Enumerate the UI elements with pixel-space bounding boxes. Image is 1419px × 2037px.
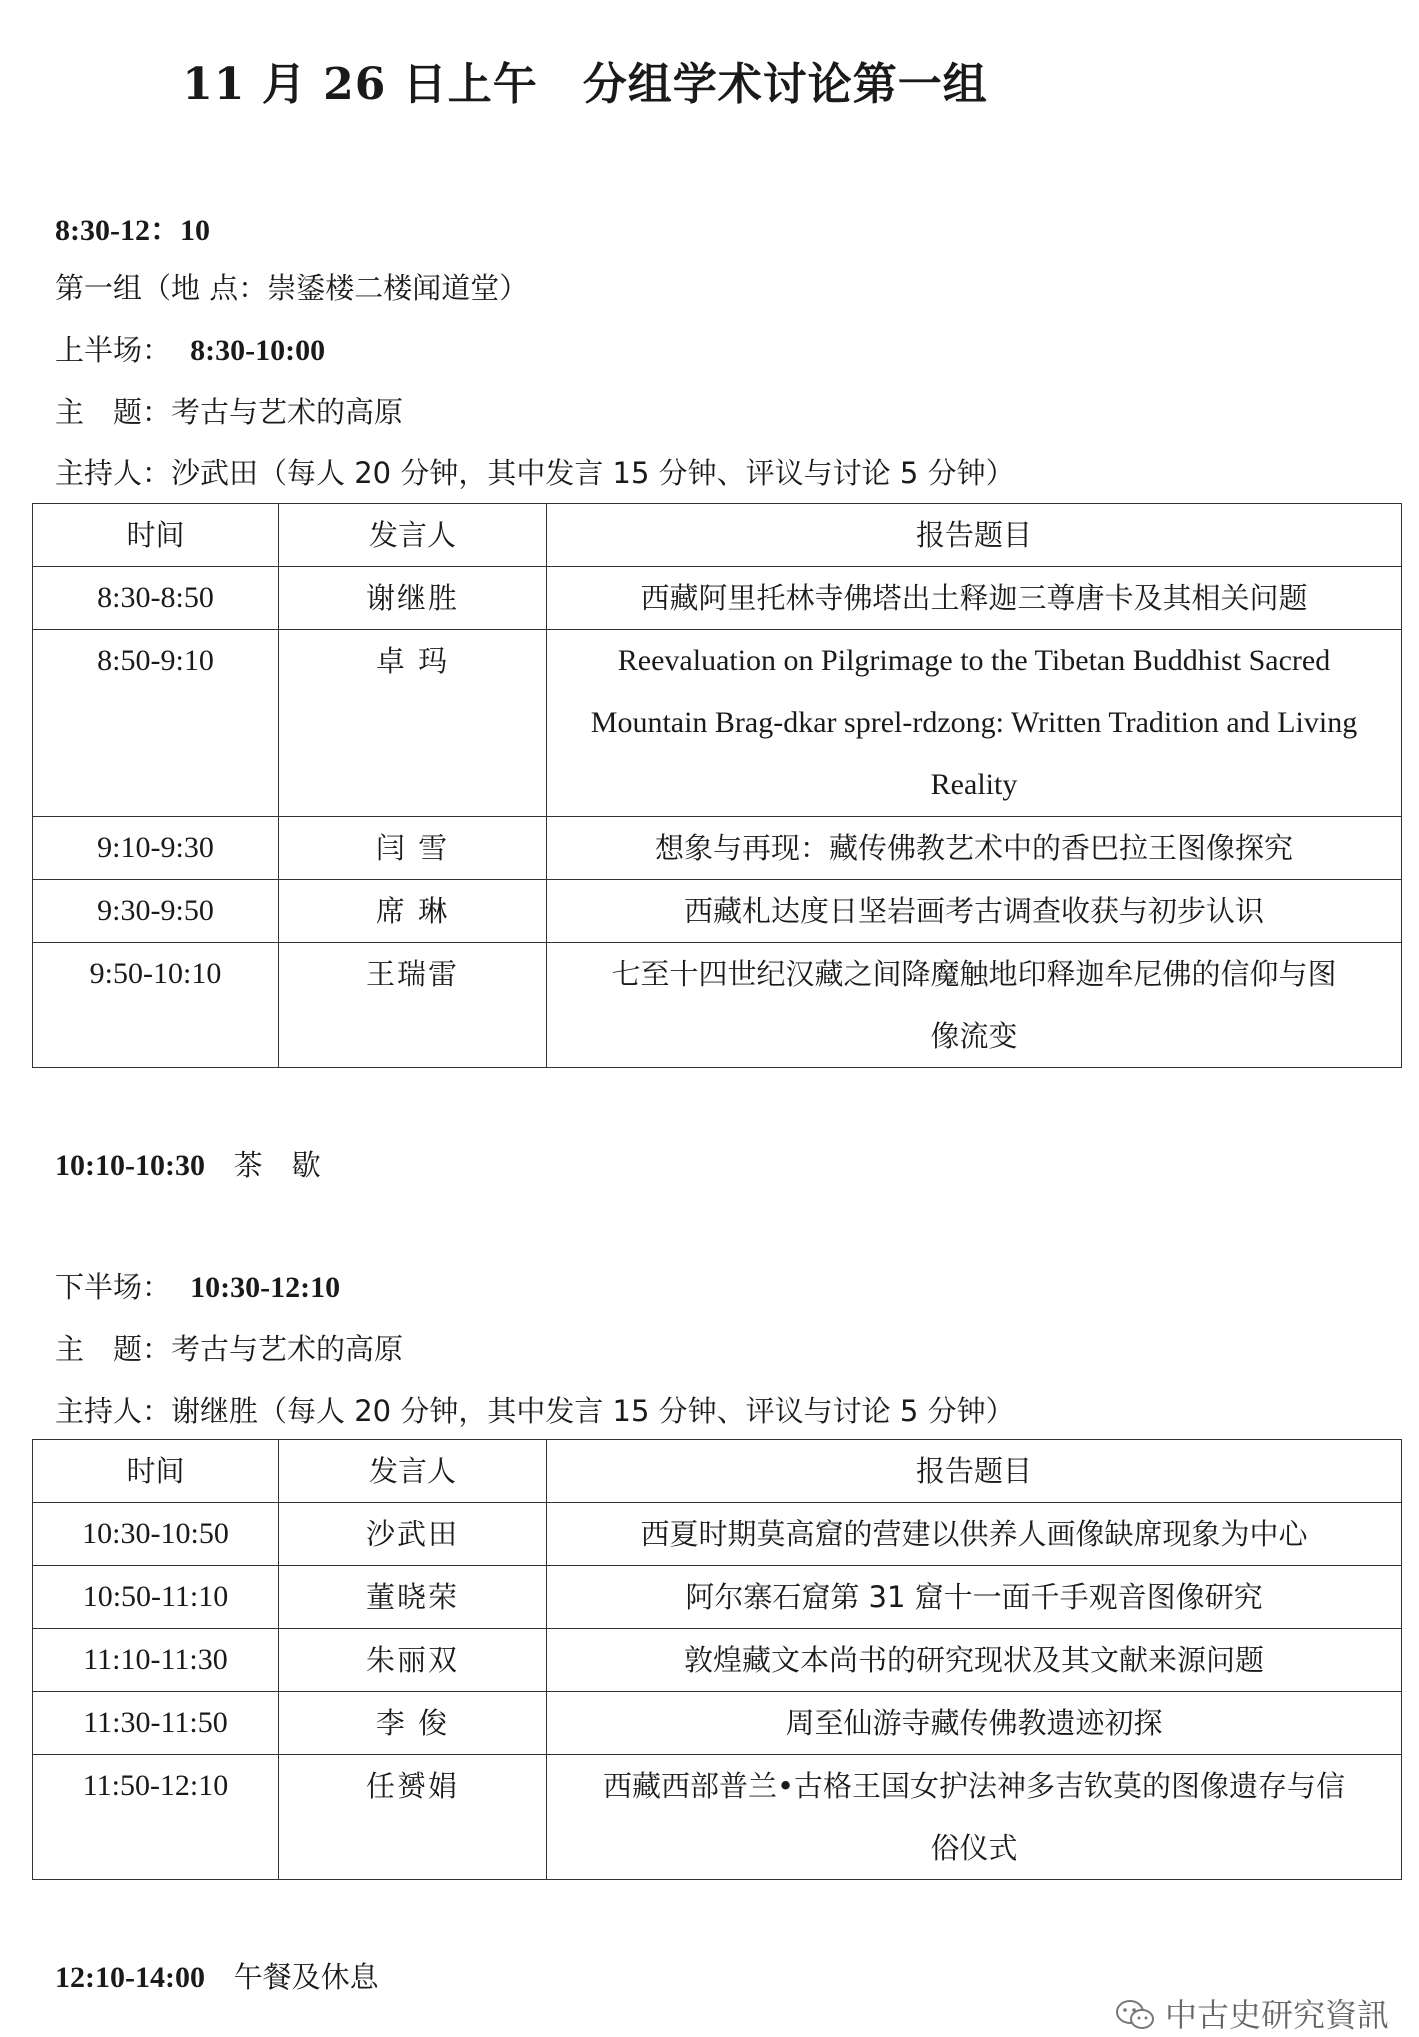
table-row (33, 1692, 1402, 1755)
row-topic (547, 1503, 1402, 1566)
table-header-row (33, 504, 1402, 567)
row-speaker: 卓 玛 (279, 630, 547, 817)
row-topic (547, 817, 1402, 880)
row-topic (547, 567, 1402, 630)
header-time: 时间 (33, 1440, 279, 1503)
watermark (1115, 1996, 1389, 2034)
row-speaker: 席 琳 (279, 880, 547, 943)
topic-line: 西藏札达度日坚岩画考古调查收获与初步认识 (683, 894, 1264, 928)
row-speaker: 李 俊 (279, 1692, 547, 1755)
table-row (33, 630, 1402, 817)
row-topic (547, 630, 1402, 817)
row-time: 10:50-11:10 (33, 1566, 279, 1629)
table-row (33, 943, 1402, 1068)
topic-line: 西藏阿里托林寺佛塔出土释迦三尊唐卡及其相关问题 (640, 581, 1308, 615)
row-time: 9:10-9:30 (33, 817, 279, 880)
row-topic (547, 943, 1402, 1068)
row-speaker: 董晓荣 (279, 1566, 547, 1629)
second-half-schedule-table (32, 1439, 1402, 1880)
header-time: 时间 (33, 504, 279, 567)
table-header-row (33, 1440, 1402, 1503)
header-speaker: 发言人 (279, 1440, 547, 1503)
second-half-host: 主持人：谢继胜（每人 20 分钟，其中发言 15 分钟、评议与讨论 5 分钟） (55, 1394, 1015, 1428)
session-location: 第一组（地 点：崇鋈楼二楼闻道堂） (55, 271, 529, 305)
row-speaker: 王瑞雷 (279, 943, 547, 1068)
topic-line: 俗仪式 (930, 1831, 1018, 1865)
first-half-heading: 上半场： 8:30-10:00 (55, 333, 326, 367)
topic-line: 周至仙游寺藏传佛教遗迹初探 (785, 1706, 1163, 1740)
header-speaker: 发言人 (279, 504, 547, 567)
wechat-icon (1115, 1999, 1155, 2031)
row-time: 11:30-11:50 (33, 1692, 279, 1755)
topic-line: Reevaluation on Pilgrimage to the Tibetan Buddhist Sacred (617, 644, 1331, 677)
tea-break: 10:10-10:30 茶 歇 (55, 1148, 321, 1182)
row-topic (547, 880, 1402, 943)
table-row (33, 1755, 1402, 1880)
topic-line: Reality (930, 768, 1018, 801)
row-speaker: 沙武田 (279, 1503, 547, 1566)
row-time: 11:10-11:30 (33, 1629, 279, 1692)
first-half-theme: 主 题：考古与艺术的高原 (55, 395, 404, 429)
session-time: 8:30-12：10 (55, 214, 210, 247)
table-row (33, 1629, 1402, 1692)
topic-line: 西夏时期莫高窟的营建以供养人画像缺席现象为中心 (640, 1517, 1308, 1551)
row-time: 9:30-9:50 (33, 880, 279, 943)
row-time: 9:50-10:10 (33, 943, 279, 1068)
topic-line: 西藏西部普兰•古格王国女护法神多吉钦莫的图像遗存与信 (602, 1769, 1346, 1803)
table-row (33, 880, 1402, 943)
table-row (33, 1566, 1402, 1629)
table-row (33, 1503, 1402, 1566)
row-speaker: 朱丽双 (279, 1629, 547, 1692)
row-time: 11:50-12:10 (33, 1755, 279, 1880)
header-topic: 报告题目 (547, 1440, 1402, 1503)
first-half-schedule-table (32, 503, 1402, 1068)
table-row (33, 817, 1402, 880)
row-topic (547, 1629, 1402, 1692)
row-speaker: 谢继胜 (279, 567, 547, 630)
row-topic (547, 1692, 1402, 1755)
row-time: 8:50-9:10 (33, 630, 279, 817)
page-title: 11 月 26 日上午 分组学术讨论第一组 (182, 59, 988, 110)
row-time: 10:30-10:50 (33, 1503, 279, 1566)
topic-line: 七至十四世纪汉藏之间降魔触地印释迦牟尼佛的信仰与图 (611, 957, 1337, 991)
topic-line: 像流变 (930, 1019, 1018, 1053)
first-half-host: 主持人：沙武田（每人 20 分钟，其中发言 15 分钟、评议与讨论 5 分钟） (55, 456, 1015, 490)
topic-line: 敦煌藏文本尚书的研究现状及其文献来源问题 (683, 1643, 1264, 1677)
topic-line: Mountain Brag-dkar sprel-rdzong: Written Tradition and Living (590, 706, 1358, 739)
table-row (33, 567, 1402, 630)
topic-line: 阿尔寨石窟第 31 窟十一面千手观音图像研究 (685, 1580, 1263, 1614)
row-speaker: 闫 雪 (279, 817, 547, 880)
row-time: 8:30-8:50 (33, 567, 279, 630)
second-half-heading: 下半场： 10:30-12:10 (55, 1270, 341, 1304)
watermark-text: 中古史研究資訊 (1164, 1996, 1389, 2034)
header-topic: 报告题目 (547, 504, 1402, 567)
topic-line: 想象与再现：藏传佛教艺术中的香巴拉王图像探究 (654, 831, 1293, 865)
row-speaker: 任赟娟 (279, 1755, 547, 1880)
second-half-theme: 主 题：考古与艺术的高原 (55, 1332, 404, 1366)
row-topic (547, 1566, 1402, 1629)
lunch-break: 12:10-14:00 午餐及休息 (55, 1960, 379, 1994)
row-topic (547, 1755, 1402, 1880)
